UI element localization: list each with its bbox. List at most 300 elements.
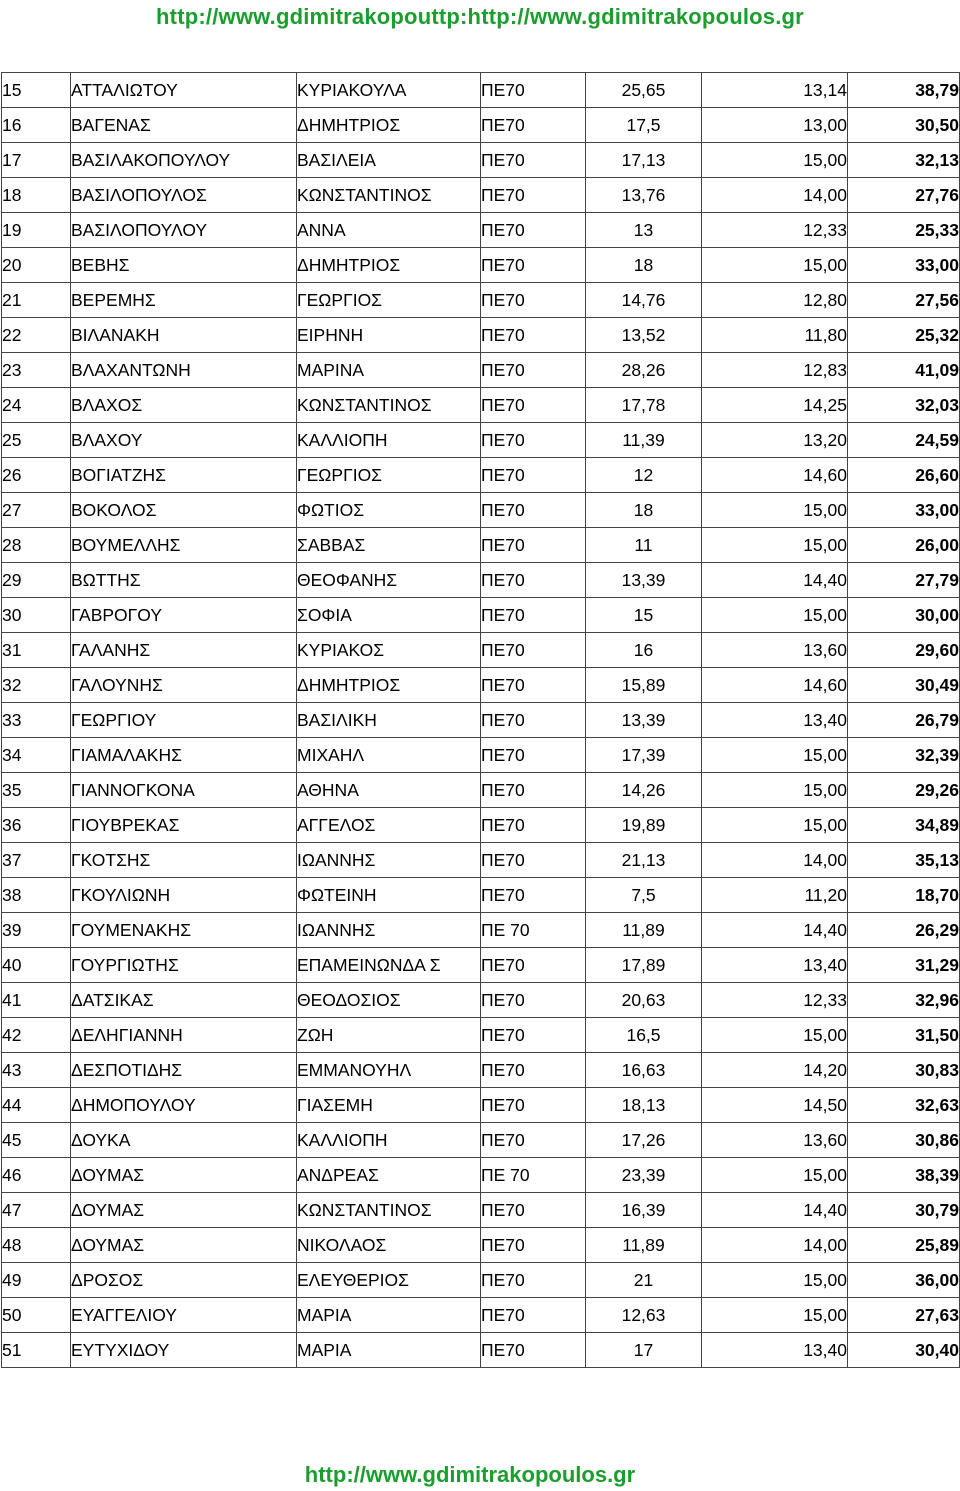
row-number-cell: 34: [2, 738, 71, 773]
total-score-cell: 26,79: [848, 703, 960, 738]
score-a-cell: 14,76: [586, 283, 702, 318]
score-b-cell: 14,25: [702, 388, 848, 423]
score-b-cell: 12,80: [702, 283, 848, 318]
row-number-cell: 18: [2, 178, 71, 213]
row-number-cell: 51: [2, 1333, 71, 1368]
surname-cell: ΔΟΥΜΑΣ: [71, 1228, 297, 1263]
specialty-cell: ΠΕ70: [481, 983, 586, 1018]
table-row: [2, 248, 960, 283]
specialty-cell: ΠΕ70: [481, 773, 586, 808]
row-number-cell: 43: [2, 1053, 71, 1088]
surname-cell: ΓΑΛΑΝΗΣ: [71, 633, 297, 668]
table-row: [2, 178, 960, 213]
specialty-cell: ΠΕ70: [481, 213, 586, 248]
score-b-cell: 13,40: [702, 703, 848, 738]
surname-cell: ΓΟΥΡΓΙΩΤΗΣ: [71, 948, 297, 983]
score-b-cell: 13,00: [702, 108, 848, 143]
score-b-cell: 15,00: [702, 1263, 848, 1298]
table-row: [2, 1193, 960, 1228]
first-name-cell: ΓΙΑΣΕΜΗ: [297, 1088, 481, 1123]
score-b-cell: 14,60: [702, 458, 848, 493]
score-b-cell: 14,40: [702, 913, 848, 948]
total-score-cell: 27,79: [848, 563, 960, 598]
surname-cell: ΒΕΒΗΣ: [71, 248, 297, 283]
total-score-cell: 38,39: [848, 1158, 960, 1193]
score-a-cell: 13: [586, 213, 702, 248]
score-a-cell: 15: [586, 598, 702, 633]
row-number-cell: 45: [2, 1123, 71, 1158]
score-b-cell: 15,00: [702, 248, 848, 283]
score-b-cell: 13,60: [702, 1123, 848, 1158]
row-number-cell: 32: [2, 668, 71, 703]
surname-cell: ΒΛΑΧΑΝΤΩΝΗ: [71, 353, 297, 388]
first-name-cell: ΚΑΛΛΙΟΠΗ: [297, 1123, 481, 1158]
surname-cell: ΓΚΟΤΣΗΣ: [71, 843, 297, 878]
score-b-cell: 14,00: [702, 1228, 848, 1263]
score-b-cell: 15,00: [702, 1018, 848, 1053]
first-name-cell: ΔΗΜΗΤΡΙΟΣ: [297, 248, 481, 283]
surname-cell: ΕΥΤΥΧΙΔΟΥ: [71, 1333, 297, 1368]
surname-cell: ΒΛΑΧΟΣ: [71, 388, 297, 423]
row-number-cell: 50: [2, 1298, 71, 1333]
surname-cell: ΒΩΤΤΗΣ: [71, 563, 297, 598]
specialty-cell: ΠΕ70: [481, 1088, 586, 1123]
score-a-cell: 16,39: [586, 1193, 702, 1228]
surname-cell: ΒΟΚΟΛΟΣ: [71, 493, 297, 528]
score-a-cell: 12: [586, 458, 702, 493]
table-row: [2, 913, 960, 948]
surname-cell: ΕΥΑΓΓΕΛΙΟΥ: [71, 1298, 297, 1333]
score-a-cell: 17,26: [586, 1123, 702, 1158]
row-number-cell: 15: [2, 73, 71, 108]
total-score-cell: 26,00: [848, 528, 960, 563]
specialty-cell: ΠΕ70: [481, 73, 586, 108]
specialty-cell: ΠΕ70: [481, 458, 586, 493]
score-a-cell: 13,52: [586, 318, 702, 353]
table-row: [2, 668, 960, 703]
first-name-cell: ΙΩΑΝΝΗΣ: [297, 843, 481, 878]
table-row: [2, 73, 960, 108]
table-row: [2, 528, 960, 563]
first-name-cell: ΜΙΧΑΗΛ: [297, 738, 481, 773]
surname-cell: ΔΑΤΣΙΚΑΣ: [71, 983, 297, 1018]
header-url-link[interactable]: http://www.gdimitrakopouttp:http://www.gdimitrakopoulos.gr: [156, 4, 804, 29]
total-score-cell: 41,09: [848, 353, 960, 388]
first-name-cell: ΚΥΡΙΑΚΟΣ: [297, 633, 481, 668]
score-a-cell: 13,76: [586, 178, 702, 213]
specialty-cell: ΠΕ70: [481, 1018, 586, 1053]
first-name-cell: ΕΜΜΑΝΟΥΗΛ: [297, 1053, 481, 1088]
score-b-cell: 14,50: [702, 1088, 848, 1123]
surname-cell: ΓΚΟΥΛΙΩΝΗ: [71, 878, 297, 913]
score-a-cell: 16,63: [586, 1053, 702, 1088]
specialty-cell: ΠΕ 70: [481, 913, 586, 948]
first-name-cell: ΒΑΣΙΛΕΙΑ: [297, 143, 481, 178]
row-number-cell: 25: [2, 423, 71, 458]
row-number-cell: 39: [2, 913, 71, 948]
specialty-cell: ΠΕ70: [481, 808, 586, 843]
total-score-cell: 26,60: [848, 458, 960, 493]
table-row: [2, 773, 960, 808]
first-name-cell: ΖΩΗ: [297, 1018, 481, 1053]
total-score-cell: 34,89: [848, 808, 960, 843]
scores-table: [1, 72, 960, 1368]
surname-cell: ΓΕΩΡΓΙΟΥ: [71, 703, 297, 738]
total-score-cell: 31,50: [848, 1018, 960, 1053]
score-b-cell: 15,00: [702, 143, 848, 178]
total-score-cell: 32,96: [848, 983, 960, 1018]
score-a-cell: 11,39: [586, 423, 702, 458]
score-a-cell: 21,13: [586, 843, 702, 878]
first-name-cell: ΑΘΗΝΑ: [297, 773, 481, 808]
score-b-cell: 15,00: [702, 598, 848, 633]
first-name-cell: ΜΑΡΙΑ: [297, 1298, 481, 1333]
score-a-cell: 18: [586, 493, 702, 528]
score-a-cell: 17,78: [586, 388, 702, 423]
score-b-cell: 13,40: [702, 948, 848, 983]
first-name-cell: ΝΙΚΟΛΑΟΣ: [297, 1228, 481, 1263]
row-number-cell: 16: [2, 108, 71, 143]
surname-cell: ΓΟΥΜΕΝΑΚΗΣ: [71, 913, 297, 948]
row-number-cell: 37: [2, 843, 71, 878]
first-name-cell: ΚΩΝΣΤΑΝΤΙΝΟΣ: [297, 388, 481, 423]
score-b-cell: 15,00: [702, 528, 848, 563]
first-name-cell: ΘΕΟΔΟΣΙΟΣ: [297, 983, 481, 1018]
total-score-cell: 18,70: [848, 878, 960, 913]
row-number-cell: 47: [2, 1193, 71, 1228]
table-row: [2, 1053, 960, 1088]
table-row: [2, 1088, 960, 1123]
total-score-cell: 30,40: [848, 1333, 960, 1368]
score-b-cell: 11,20: [702, 878, 848, 913]
score-b-cell: 12,33: [702, 213, 848, 248]
score-b-cell: 14,20: [702, 1053, 848, 1088]
total-score-cell: 31,29: [848, 948, 960, 983]
row-number-cell: 48: [2, 1228, 71, 1263]
row-number-cell: 33: [2, 703, 71, 738]
row-number-cell: 41: [2, 983, 71, 1018]
row-number-cell: 23: [2, 353, 71, 388]
total-score-cell: 38,79: [848, 73, 960, 108]
total-score-cell: 29,60: [848, 633, 960, 668]
row-number-cell: 44: [2, 1088, 71, 1123]
row-number-cell: 35: [2, 773, 71, 808]
first-name-cell: ΘΕΟΦΑΝΗΣ: [297, 563, 481, 598]
total-score-cell: 27,76: [848, 178, 960, 213]
surname-cell: ΒΟΥΜΕΛΛΗΣ: [71, 528, 297, 563]
surname-cell: ΔΕΣΠΟΤΙΔΗΣ: [71, 1053, 297, 1088]
score-b-cell: 15,00: [702, 1158, 848, 1193]
total-score-cell: 33,00: [848, 248, 960, 283]
surname-cell: ΒΑΣΙΛΟΠΟΥΛΟΥ: [71, 213, 297, 248]
total-score-cell: 30,00: [848, 598, 960, 633]
total-score-cell: 35,13: [848, 843, 960, 878]
specialty-cell: ΠΕ70: [481, 1123, 586, 1158]
total-score-cell: 32,13: [848, 143, 960, 178]
row-number-cell: 17: [2, 143, 71, 178]
specialty-cell: ΠΕ70: [481, 143, 586, 178]
total-score-cell: 33,00: [848, 493, 960, 528]
first-name-cell: ΔΗΜΗΤΡΙΟΣ: [297, 108, 481, 143]
row-number-cell: 19: [2, 213, 71, 248]
surname-cell: ΔΟΥΜΑΣ: [71, 1158, 297, 1193]
first-name-cell: ΚΥΡΙΑΚΟΥΛΑ: [297, 73, 481, 108]
first-name-cell: ΑΓΓΕΛΟΣ: [297, 808, 481, 843]
total-score-cell: 25,32: [848, 318, 960, 353]
specialty-cell: ΠΕ70: [481, 1193, 586, 1228]
score-a-cell: 17,13: [586, 143, 702, 178]
total-score-cell: 30,83: [848, 1053, 960, 1088]
specialty-cell: ΠΕ70: [481, 353, 586, 388]
score-a-cell: 17,39: [586, 738, 702, 773]
surname-cell: ΓΙΟΥΒΡΕΚΑΣ: [71, 808, 297, 843]
total-score-cell: 27,56: [848, 283, 960, 318]
specialty-cell: ΠΕ70: [481, 248, 586, 283]
score-a-cell: 23,39: [586, 1158, 702, 1193]
score-a-cell: 18,13: [586, 1088, 702, 1123]
first-name-cell: ΑΝΝΑ: [297, 213, 481, 248]
table-row: [2, 738, 960, 773]
row-number-cell: 24: [2, 388, 71, 423]
surname-cell: ΒΟΓΙΑΤΖΗΣ: [71, 458, 297, 493]
table-row: [2, 878, 960, 913]
total-score-cell: 29,26: [848, 773, 960, 808]
surname-cell: ΔΗΜΟΠΟΥΛΟΥ: [71, 1088, 297, 1123]
table-row: [2, 143, 960, 178]
score-a-cell: 15,89: [586, 668, 702, 703]
row-number-cell: 30: [2, 598, 71, 633]
score-a-cell: 17: [586, 1333, 702, 1368]
total-score-cell: 36,00: [848, 1263, 960, 1298]
total-score-cell: 27,63: [848, 1298, 960, 1333]
surname-cell: ΒΛΑΧΟΥ: [71, 423, 297, 458]
table-row: [2, 948, 960, 983]
specialty-cell: ΠΕ70: [481, 1298, 586, 1333]
table-row: [2, 318, 960, 353]
surname-cell: ΔΟΥΚΑ: [71, 1123, 297, 1158]
row-number-cell: 26: [2, 458, 71, 493]
specialty-cell: ΠΕ70: [481, 1333, 586, 1368]
first-name-cell: ΙΩΑΝΝΗΣ: [297, 913, 481, 948]
specialty-cell: ΠΕ70: [481, 948, 586, 983]
score-a-cell: 28,26: [586, 353, 702, 388]
score-b-cell: 12,83: [702, 353, 848, 388]
table-body: [2, 73, 960, 1368]
score-b-cell: 15,00: [702, 493, 848, 528]
first-name-cell: ΑΝΔΡΕΑΣ: [297, 1158, 481, 1193]
specialty-cell: ΠΕ70: [481, 388, 586, 423]
total-score-cell: 32,63: [848, 1088, 960, 1123]
total-score-cell: 26,29: [848, 913, 960, 948]
total-score-cell: 32,39: [848, 738, 960, 773]
specialty-cell: ΠΕ70: [481, 423, 586, 458]
row-number-cell: 46: [2, 1158, 71, 1193]
score-b-cell: 15,00: [702, 1298, 848, 1333]
score-a-cell: 11: [586, 528, 702, 563]
first-name-cell: ΜΑΡΙΑ: [297, 1333, 481, 1368]
specialty-cell: ΠΕ70: [481, 878, 586, 913]
score-a-cell: 17,89: [586, 948, 702, 983]
footer-url-link[interactable]: http://www.gdimitrakopoulos.gr: [304, 1462, 636, 1487]
specialty-cell: ΠΕ70: [481, 108, 586, 143]
table-row: [2, 388, 960, 423]
table-row: [2, 1263, 960, 1298]
surname-cell: ΓΙΑΝΝΟΓΚΟΝΑ: [71, 773, 297, 808]
specialty-cell: ΠΕ70: [481, 563, 586, 598]
specialty-cell: ΠΕ70: [481, 598, 586, 633]
specialty-cell: ΠΕ70: [481, 283, 586, 318]
surname-cell: ΒΕΡΕΜΗΣ: [71, 283, 297, 318]
table-row: [2, 283, 960, 318]
surname-cell: ΒΙΛΑΝΑΚΗ: [71, 318, 297, 353]
specialty-cell: ΠΕ70: [481, 668, 586, 703]
table-row: [2, 843, 960, 878]
score-b-cell: 13,60: [702, 633, 848, 668]
first-name-cell: ΦΩΤΕΙΝΗ: [297, 878, 481, 913]
row-number-cell: 22: [2, 318, 71, 353]
table-row: [2, 703, 960, 738]
surname-cell: ΑΤΤΑΛΙΩΤΟΥ: [71, 73, 297, 108]
table-row: [2, 353, 960, 388]
first-name-cell: ΚΩΝΣΤΑΝΤΙΝΟΣ: [297, 178, 481, 213]
table-row: [2, 633, 960, 668]
score-b-cell: 14,00: [702, 843, 848, 878]
specialty-cell: ΠΕ70: [481, 528, 586, 563]
first-name-cell: ΕΙΡΗΝΗ: [297, 318, 481, 353]
row-number-cell: 31: [2, 633, 71, 668]
score-b-cell: 12,33: [702, 983, 848, 1018]
score-a-cell: 11,89: [586, 1228, 702, 1263]
table-row: [2, 983, 960, 1018]
specialty-cell: ΠΕ70: [481, 1053, 586, 1088]
score-a-cell: 17,5: [586, 108, 702, 143]
score-a-cell: 16: [586, 633, 702, 668]
score-a-cell: 20,63: [586, 983, 702, 1018]
score-a-cell: 18: [586, 248, 702, 283]
surname-cell: ΓΙΑΜΑΛΑΚΗΣ: [71, 738, 297, 773]
table-row: [2, 458, 960, 493]
total-score-cell: 25,33: [848, 213, 960, 248]
total-score-cell: 32,03: [848, 388, 960, 423]
surname-cell: ΓΑΒΡΟΓΟΥ: [71, 598, 297, 633]
row-number-cell: 36: [2, 808, 71, 843]
first-name-cell: ΕΛΕΥΘΕΡΙΟΣ: [297, 1263, 481, 1298]
total-score-cell: 30,79: [848, 1193, 960, 1228]
first-name-cell: ΓΕΩΡΓΙΟΣ: [297, 458, 481, 493]
score-b-cell: 14,60: [702, 668, 848, 703]
table-row: [2, 1298, 960, 1333]
surname-cell: ΔΕΛΗΓΙΑΝΝΗ: [71, 1018, 297, 1053]
first-name-cell: ΚΑΛΛΙΟΠΗ: [297, 423, 481, 458]
table-row: [2, 1123, 960, 1158]
row-number-cell: 27: [2, 493, 71, 528]
total-score-cell: 30,86: [848, 1123, 960, 1158]
score-a-cell: 11,89: [586, 913, 702, 948]
row-number-cell: 29: [2, 563, 71, 598]
score-b-cell: 15,00: [702, 773, 848, 808]
table-row: [2, 1158, 960, 1193]
surname-cell: ΒΑΣΙΛΑΚΟΠΟΥΛΟΥ: [71, 143, 297, 178]
specialty-cell: ΠΕ70: [481, 738, 586, 773]
score-b-cell: 14,40: [702, 563, 848, 598]
score-b-cell: 14,40: [702, 1193, 848, 1228]
score-b-cell: 11,80: [702, 318, 848, 353]
score-b-cell: 14,00: [702, 178, 848, 213]
score-b-cell: 13,40: [702, 1333, 848, 1368]
score-a-cell: 25,65: [586, 73, 702, 108]
surname-cell: ΔΟΥΜΑΣ: [71, 1193, 297, 1228]
specialty-cell: ΠΕ70: [481, 633, 586, 668]
first-name-cell: ΓΕΩΡΓΙΟΣ: [297, 283, 481, 318]
table-row: [2, 108, 960, 143]
row-number-cell: 40: [2, 948, 71, 983]
specialty-cell: ΠΕ70: [481, 1228, 586, 1263]
first-name-cell: ΒΑΣΙΛΙΚΗ: [297, 703, 481, 738]
specialty-cell: ΠΕ70: [481, 703, 586, 738]
surname-cell: ΒΑΓΕΝΑΣ: [71, 108, 297, 143]
score-a-cell: 13,39: [586, 563, 702, 598]
specialty-cell: ΠΕ70: [481, 1263, 586, 1298]
row-number-cell: 49: [2, 1263, 71, 1298]
specialty-cell: ΠΕ 70: [481, 1158, 586, 1193]
score-a-cell: 7,5: [586, 878, 702, 913]
score-a-cell: 19,89: [586, 808, 702, 843]
table-row: [2, 1018, 960, 1053]
specialty-cell: ΠΕ70: [481, 318, 586, 353]
first-name-cell: ΜΑΡΙΝΑ: [297, 353, 481, 388]
row-number-cell: 38: [2, 878, 71, 913]
score-b-cell: 13,20: [702, 423, 848, 458]
row-number-cell: 28: [2, 528, 71, 563]
row-number-cell: 42: [2, 1018, 71, 1053]
surname-cell: ΓΑΛΟΥΝΗΣ: [71, 668, 297, 703]
total-score-cell: 24,59: [848, 423, 960, 458]
score-a-cell: 16,5: [586, 1018, 702, 1053]
table-row: [2, 808, 960, 843]
score-a-cell: 12,63: [586, 1298, 702, 1333]
first-name-cell: ΕΠΑΜΕΙΝΩΝΔΑ Σ: [297, 948, 481, 983]
row-number-cell: 21: [2, 283, 71, 318]
score-a-cell: 14,26: [586, 773, 702, 808]
first-name-cell: ΔΗΜΗΤΡΙΟΣ: [297, 668, 481, 703]
row-number-cell: 20: [2, 248, 71, 283]
first-name-cell: ΚΩΝΣΤΑΝΤΙΝΟΣ: [297, 1193, 481, 1228]
table-row: [2, 1228, 960, 1263]
surname-cell: ΔΡΟΣΟΣ: [71, 1263, 297, 1298]
score-b-cell: 15,00: [702, 738, 848, 773]
table-row: [2, 598, 960, 633]
first-name-cell: ΦΩΤΙΟΣ: [297, 493, 481, 528]
score-a-cell: 21: [586, 1263, 702, 1298]
table-row: [2, 563, 960, 598]
score-b-cell: 15,00: [702, 808, 848, 843]
first-name-cell: ΣΟΦΙΑ: [297, 598, 481, 633]
total-score-cell: 30,49: [848, 668, 960, 703]
surname-cell: ΒΑΣΙΛΟΠΟΥΛΟΣ: [71, 178, 297, 213]
table-row: [2, 213, 960, 248]
table-row: [2, 493, 960, 528]
table-row: [2, 1333, 960, 1368]
score-a-cell: 13,39: [586, 703, 702, 738]
table-row: [2, 423, 960, 458]
total-score-cell: 25,89: [848, 1228, 960, 1263]
first-name-cell: ΣΑΒΒΑΣ: [297, 528, 481, 563]
specialty-cell: ΠΕ70: [481, 843, 586, 878]
specialty-cell: ΠΕ70: [481, 178, 586, 213]
score-b-cell: 13,14: [702, 73, 848, 108]
total-score-cell: 30,50: [848, 108, 960, 143]
specialty-cell: ΠΕ70: [481, 493, 586, 528]
